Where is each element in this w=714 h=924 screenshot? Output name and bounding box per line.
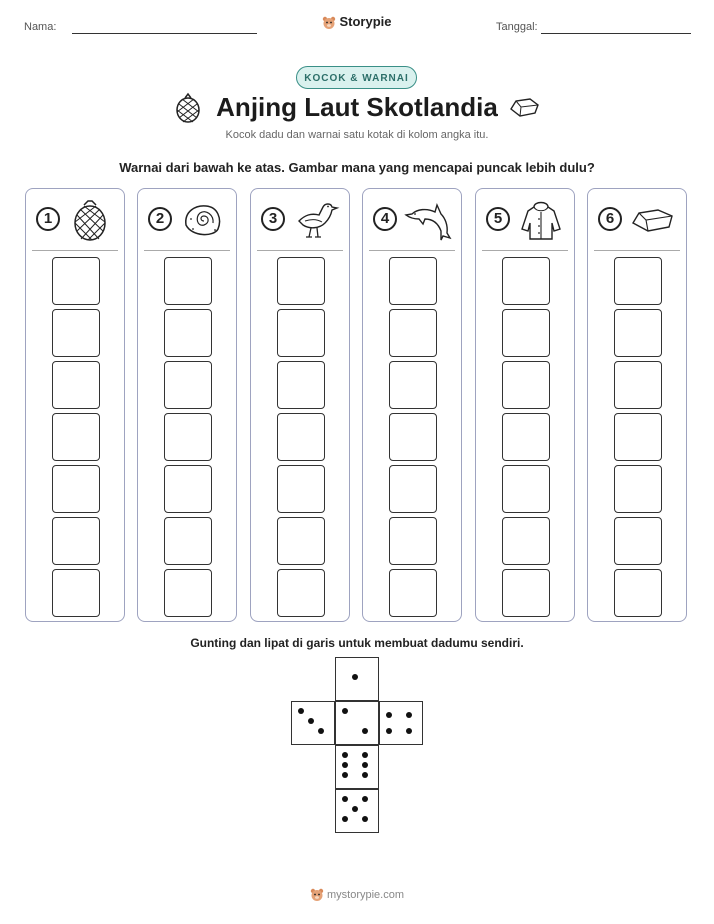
color-box[interactable]	[164, 309, 212, 357]
brand-logo	[0, 14, 714, 30]
dice-pip	[406, 728, 412, 734]
dice-pip	[308, 718, 314, 724]
color-box[interactable]	[389, 517, 437, 565]
dice-face-1[interactable]	[335, 657, 379, 701]
column-number: 2	[148, 207, 172, 231]
color-box[interactable]	[614, 309, 662, 357]
color-box[interactable]	[52, 257, 100, 305]
column-5	[475, 188, 575, 622]
color-box[interactable]	[389, 309, 437, 357]
color-box[interactable]	[502, 517, 550, 565]
column-number: 4	[373, 207, 397, 231]
footer-url[interactable]: mystorypie.com	[326, 888, 405, 901]
column-6	[587, 188, 687, 622]
color-box[interactable]	[52, 309, 100, 357]
dice-pip	[342, 752, 348, 758]
dice-face-5[interactable]	[335, 789, 379, 833]
date-label: Tanggal:	[496, 21, 538, 33]
color-box[interactable]	[389, 257, 437, 305]
color-box[interactable]	[52, 465, 100, 513]
date-line[interactable]	[541, 33, 691, 34]
instruction-text: Warnai dari bawah ke atas. Gambar mana yang mencapai puncak lebih dulu?	[119, 160, 595, 175]
column-1	[25, 188, 125, 622]
name-line[interactable]	[72, 33, 257, 34]
dice-pip	[318, 728, 324, 734]
color-box[interactable]	[277, 517, 325, 565]
dice-face-6[interactable]	[335, 745, 379, 789]
color-box[interactable]	[52, 413, 100, 461]
color-box[interactable]	[277, 309, 325, 357]
raincoat-icon	[516, 197, 566, 243]
color-box[interactable]	[277, 361, 325, 409]
dice-face-3[interactable]	[291, 701, 335, 745]
dice-pip	[352, 806, 358, 812]
dice-pip	[386, 712, 392, 718]
fishing-net-float-icon	[66, 197, 116, 243]
dice-pip	[362, 762, 368, 768]
color-box[interactable]	[164, 569, 212, 617]
color-box[interactable]	[502, 413, 550, 461]
color-box[interactable]	[277, 257, 325, 305]
dice-pip	[352, 674, 358, 680]
column-number: 1	[36, 207, 60, 231]
color-box[interactable]	[164, 257, 212, 305]
color-box[interactable]	[614, 517, 662, 565]
dolphin-icon	[403, 197, 453, 243]
color-box[interactable]	[277, 413, 325, 461]
color-box[interactable]	[502, 361, 550, 409]
color-box[interactable]	[164, 465, 212, 513]
dice-pip	[386, 728, 392, 734]
dice-instruction: Gunting dan lipat di garis untuk membuat dadumu sendiri.	[190, 636, 524, 650]
column-number: 6	[598, 207, 622, 231]
dice-pip	[298, 708, 304, 714]
dice-pip	[342, 816, 348, 822]
footer	[0, 888, 714, 902]
dice-pip	[362, 816, 368, 822]
color-box[interactable]	[614, 361, 662, 409]
dice-face-4[interactable]	[379, 701, 423, 745]
dice-pip	[342, 708, 348, 714]
column-2	[137, 188, 237, 622]
brand-name: Storypie	[339, 14, 392, 29]
column-number: 3	[261, 207, 285, 231]
color-box[interactable]	[277, 569, 325, 617]
dice-face-2[interactable]	[335, 701, 379, 745]
dice-pip	[342, 796, 348, 802]
bear-icon	[322, 16, 336, 30]
color-box[interactable]	[614, 413, 662, 461]
column-4	[362, 188, 462, 622]
dice-pip	[342, 762, 348, 768]
color-box[interactable]	[389, 465, 437, 513]
seashell-icon	[178, 197, 228, 243]
dice-pip	[362, 796, 368, 802]
name-label: Nama:	[24, 21, 57, 33]
color-box[interactable]	[389, 569, 437, 617]
rock-icon	[508, 96, 540, 118]
category-badge: KOCOK & WARNAI	[296, 66, 417, 89]
dice-pip	[406, 712, 412, 718]
dice-pip	[362, 772, 368, 778]
color-box[interactable]	[614, 257, 662, 305]
color-box[interactable]	[277, 465, 325, 513]
color-box[interactable]	[389, 361, 437, 409]
column-3	[250, 188, 350, 622]
color-box[interactable]	[502, 465, 550, 513]
color-box[interactable]	[164, 361, 212, 409]
color-box[interactable]	[502, 309, 550, 357]
color-box[interactable]	[164, 517, 212, 565]
color-box[interactable]	[164, 413, 212, 461]
color-box[interactable]	[614, 569, 662, 617]
page-title: Anjing Laut Skotlandia	[216, 92, 498, 122]
bear-icon	[310, 888, 324, 902]
dice-pip	[362, 752, 368, 758]
color-box[interactable]	[502, 257, 550, 305]
rock-icon	[628, 197, 678, 243]
color-box[interactable]	[389, 413, 437, 461]
color-box[interactable]	[52, 569, 100, 617]
color-box[interactable]	[52, 361, 100, 409]
color-box[interactable]	[52, 517, 100, 565]
column-number: 5	[486, 207, 510, 231]
seagull-icon	[291, 197, 341, 243]
dice-pip	[362, 728, 368, 734]
color-box[interactable]	[502, 569, 550, 617]
color-box[interactable]	[614, 465, 662, 513]
dice-pip	[342, 772, 348, 778]
subtitle: Kocok dadu dan warnai satu kotak di kolom angka itu.	[225, 129, 489, 141]
